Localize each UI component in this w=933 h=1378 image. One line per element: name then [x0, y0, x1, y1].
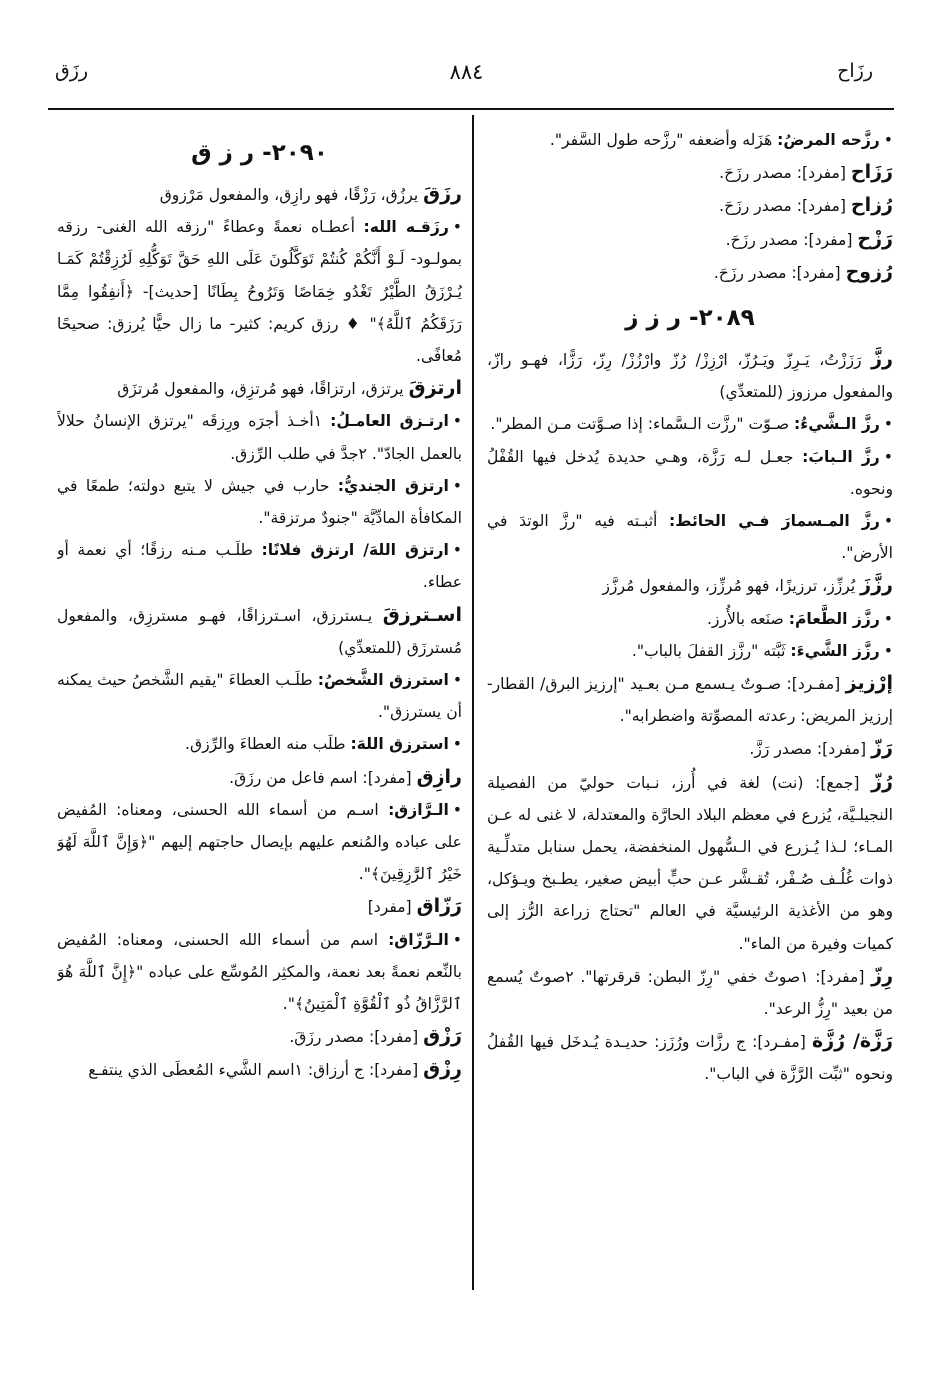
- sense-keyword: استرزق الشَّخصُ:: [317, 671, 449, 690]
- headword-entry: [487, 343, 893, 408]
- sense-definition: صنَعه بالأُرز.: [706, 609, 789, 628]
- sense-line: [487, 408, 893, 440]
- sense-keyword: ارتزق اللهَ/ ارتزق فلانًا:: [261, 541, 449, 560]
- left-column: [57, 124, 462, 1284]
- sense-definition: طلَـب العطاءَ "يقيم الشَّخصُ حيث يمكنه أن يسترزق".: [57, 671, 462, 722]
- entry-definition: [مفرد]: مصدر رزَحَ.: [725, 230, 858, 249]
- bullet-icon: •: [452, 412, 462, 431]
- sense-definition: أثبـته فيه "رزَّ الوتدَ في الأرض".: [487, 512, 893, 563]
- headword-entry: [57, 372, 462, 405]
- entry-definition: [مفرد]: مصدر رزَقَ.: [289, 1028, 424, 1047]
- right-column: [487, 124, 893, 1284]
- bullet-icon: •: [452, 735, 462, 754]
- sense-keyword: الـرَّازق:: [388, 800, 449, 819]
- headword-entry: [487, 189, 893, 222]
- sense-keyword: رزَّ الـبابَ:: [802, 447, 880, 466]
- entry-definition: [مفـرد]: صـوتٌ يـسمع مـن بعـيد "إرزيز البرق/ القطار- إرزيز المريض: رعدته المصوِّتة واضطرابه".: [487, 675, 893, 726]
- headword: رازِق: [416, 765, 462, 788]
- headword: رَزَاح: [850, 161, 893, 184]
- sense-line: [487, 441, 893, 505]
- headword: ارتزقَ: [408, 377, 462, 400]
- header-guide-word-left: رزَق: [55, 60, 89, 82]
- sense-keyword: رزَّ المـسمارَ فـي الحائط:: [669, 512, 880, 531]
- entry-definition: [مفرد]: مصدر رزَحَ.: [713, 263, 846, 282]
- sense-keyword: رزَقـه الله:: [363, 218, 449, 237]
- sense-definition: أعطـاه نعمةً وعطاءً "رزقه الله الغنى- رزقه بمولـود- لَـوْ أَنَّكُمْ كُنتُمْ تَوَكَّلُونَ عَلَى اللهِ حَقَّ تَوَكُّلِهِ لَرُزِقْتُمْ كَمَـا يُـرْزَقُ الطَّيْرُ تَغْدُو خِمَاصًا وَتَرُوحُ بِطَانًا [حديث]- ﴿أَنفِقُوا مِمَّا رَزَقَكُمُ ٱللَّهُ﴾" ♦ رزق كريم: كثير- ما زال حيًّا يُرزق: صحيحًا مُعافًى.: [57, 218, 462, 366]
- sense-line: [487, 635, 893, 667]
- entry-definition: [مفـرد]: ج رزَّات ورُزَز: حديـدة يُـدخَل فيها القُفلُ ونحوه "ثبِّت الرَّزَّة في الباب".: [487, 1033, 893, 1084]
- sense-line: [487, 603, 893, 635]
- entry-definition: يرزُق، رَزْقًا، فهو رازِق، والمفعول مَرْزوق: [159, 186, 424, 204]
- headword-entry: [57, 1020, 462, 1053]
- headword: رزَقَ: [423, 183, 462, 205]
- column-divider: [472, 115, 474, 1290]
- sense-line: [57, 924, 462, 1021]
- headword-entry: [487, 1025, 893, 1090]
- sense-definition: ١أخـذ أجرَه ورِزقَه "يرتزق الإنسانُ حلالاً بالعمل الجادّ". ٢جدَّ في طلب الرِّزق.: [57, 412, 462, 463]
- headword: رَزَّة/ رُزَّة: [812, 1030, 893, 1053]
- headword: رزَّزَ: [860, 574, 893, 597]
- entry-definition: [مفرد]: ١صوتٌ خفي "رِزّ البطن: قرقرتها". ٢صوتٌ يُسمع من بعيد "رِزُّ الرعد".: [487, 967, 893, 1019]
- bullet-icon: •: [883, 447, 893, 466]
- headword-entry: [487, 732, 893, 765]
- entry-definition: [مفرد]: مصدر رَزَّ.: [749, 740, 872, 759]
- header-rule: [48, 108, 894, 110]
- headword-entry: [57, 178, 462, 211]
- sense-definition: هَزَله وأضعفه "رزَّحه طول السَّفر".: [549, 131, 778, 149]
- bullet-icon: •: [452, 541, 462, 560]
- headword-entry: [57, 890, 462, 923]
- bullet-icon: •: [883, 609, 893, 628]
- entry-definition: [مفرد]: ج أرزاق: ١اسم الشَّيء المُعطَى الذي ينتفـع: [88, 1061, 424, 1080]
- sense-keyword: استرزق اللهَ:: [350, 735, 449, 754]
- sense-definition: صـوّت "رزَّت الـسَّماء: إذا صـوَّتت مـن المطر".: [490, 415, 795, 434]
- entry-definition: [جمع]: (نت) لغة في أُرز، نـبات حوليّ من الفصيلة النجيلـيَّة، يُزرع في معظم البلاد الحارَّة والمعتدلة، لا غنى له عـن المـاء؛ لـذا يُـزرع في الـسُّهول المنخفضة، يحمل سنابل متدلِّـية ذوات غُلُـف صُـفْر، تُقـشَّر عـن حبٍّ أبيض صغير، يطـبخ ويـؤكل، وهو من الأغذية الرئيسيَّة في العالم "تحتاج زراعة الرُّز إلى كميات وفيرة من الماء".: [487, 773, 893, 953]
- bullet-icon: •: [452, 218, 462, 237]
- sense-definition: جعـل لـه رَزَّة، وهـي حديدة يُدخل فيها القُفْلُ ونحوه.: [487, 447, 893, 498]
- headword-entry: [487, 223, 893, 256]
- sense-keyword: الـرَّزّاق:: [388, 930, 449, 949]
- entry-definition: [مفرد]: [367, 898, 417, 917]
- headword-entry: [487, 256, 893, 289]
- headword-entry: [487, 667, 893, 732]
- bullet-icon: •: [883, 415, 893, 434]
- sense-line: [57, 794, 462, 891]
- headword: رُزوح: [845, 260, 893, 283]
- entry-definition: يُرزِّز، ترزيزًا، فهو مُرزِّز، والمفعول مُرزَّز: [602, 577, 861, 596]
- sense-keyword: ارتـزق العامـلُ:: [330, 412, 449, 431]
- sense-line: [57, 664, 462, 728]
- bullet-icon: •: [452, 671, 462, 690]
- headword: إرْزيز: [845, 672, 893, 695]
- sense-definition: اسم من أسماء الله الحسنى، ومعناه: المُفيض بالنِّعم نعمةً بعد نعمة، والمكثِر المُوسِّع على عباده "﴿إِنَّ ٱللَّهَ هُوَ ٱلرَّزَّاقُ ذُو ٱلْقُوَّةِ ٱلْمَتِينُ﴾".: [57, 930, 462, 1014]
- sense-line: [57, 470, 462, 534]
- sense-definition: اسـم من أسماء الله الحسنى، ومعناه: المُفيض على عباده والمُنعم عليهم بإيصال حاجتهم إليهم "﴿وَإِنَّ ٱللَّهَ لَهُوَ خَيْرُ ٱلرَّٰزِقِينَ﴾".: [57, 800, 462, 884]
- sense-definition: ثَبَّته "رزَّز القفلَ بالباب".: [631, 641, 791, 660]
- sense-line: [487, 505, 893, 569]
- header-guide-word-right: رزَاح: [837, 60, 873, 82]
- sense-line: [487, 124, 893, 156]
- headword: رِزّ: [871, 964, 893, 987]
- root-section-heading: ٢٠٩٠- ر ز ق: [191, 140, 328, 166]
- root-section-heading: ٢٠٨٩- ر ز ز: [625, 305, 755, 332]
- sense-line: [57, 405, 462, 469]
- sense-keyword: رزَّز الطَّعامَ:: [788, 609, 880, 628]
- headword: رَزّاق: [416, 895, 462, 918]
- sense-line: [57, 211, 462, 372]
- entry-definition: [مفرد]: مصدر رزَحَ.: [719, 164, 851, 183]
- sense-line: [57, 728, 462, 760]
- bullet-icon: •: [883, 512, 893, 531]
- entry-definition: [مفرد]: مصدر رزَحَ.: [719, 197, 851, 216]
- headword-entry: [487, 569, 893, 602]
- headword: رِزْق: [423, 1058, 462, 1081]
- entry-definition: يـسترزق، اسـترزاقًا، فهـو مسترزِق، والمفعول مُسترزَق (للمتعدِّي): [57, 606, 462, 657]
- bullet-icon: •: [883, 641, 893, 660]
- page-number: ٨٨٤: [449, 60, 484, 84]
- headword: رُزاح: [850, 194, 893, 217]
- headword: رُزّ: [871, 770, 893, 793]
- entry-definition: [مفرد]: اسم فاعل من رزَقَ.: [229, 768, 417, 787]
- headword: رزَّ: [871, 348, 893, 371]
- sense-keyword: رزَّحه المرضُ:: [777, 131, 880, 149]
- headword: رَزّ: [871, 737, 893, 760]
- headword: رَزْق: [423, 1025, 462, 1048]
- headword-entry: [57, 1053, 462, 1086]
- entry-definition: رَزَزْتُ، يَـرِزّ ويَـرُزّ، ارْزِزْ/ رُزّ وارْزُزْ/ رِزّ، رَزًّا، فهـو رازّ، والمفعول مرزوز (للمتعدِّي): [487, 351, 893, 402]
- headword: رَزْح: [857, 227, 893, 250]
- headword-entry: [487, 960, 893, 1025]
- headword-entry: [57, 599, 462, 664]
- headword: اسـترزقَ: [382, 603, 462, 626]
- bullet-icon: •: [452, 930, 462, 949]
- sense-keyword: ارتزق الجنديُّ:: [337, 476, 449, 495]
- sense-keyword: رزَّز الشَّيءَ:: [790, 641, 880, 660]
- headword-entry: [57, 761, 462, 794]
- bullet-icon: •: [883, 131, 893, 149]
- sense-definition: حارب في جيش لا يتبع دولته؛ طمعًا في المكافأة المادِّيَّة "جنودٌ مرتزقة".: [57, 476, 462, 528]
- headword-entry: [487, 156, 893, 189]
- bullet-icon: •: [452, 476, 462, 495]
- headword-entry: [487, 766, 893, 960]
- sense-definition: طلَب منه العطاءَ والرِّزق.: [185, 735, 351, 754]
- entry-definition: يرتزق، ارتزاقًا، فهو مُرتزِق، والمفعول مُرتزَق: [117, 380, 409, 399]
- sense-definition: طلَـب مـنه رزقًا؛ أي نعمة أو عطاء.: [57, 541, 462, 592]
- sense-line: [57, 534, 462, 598]
- sense-keyword: رزَّ الـشَّيءُ:: [794, 415, 880, 434]
- bullet-icon: •: [452, 800, 462, 819]
